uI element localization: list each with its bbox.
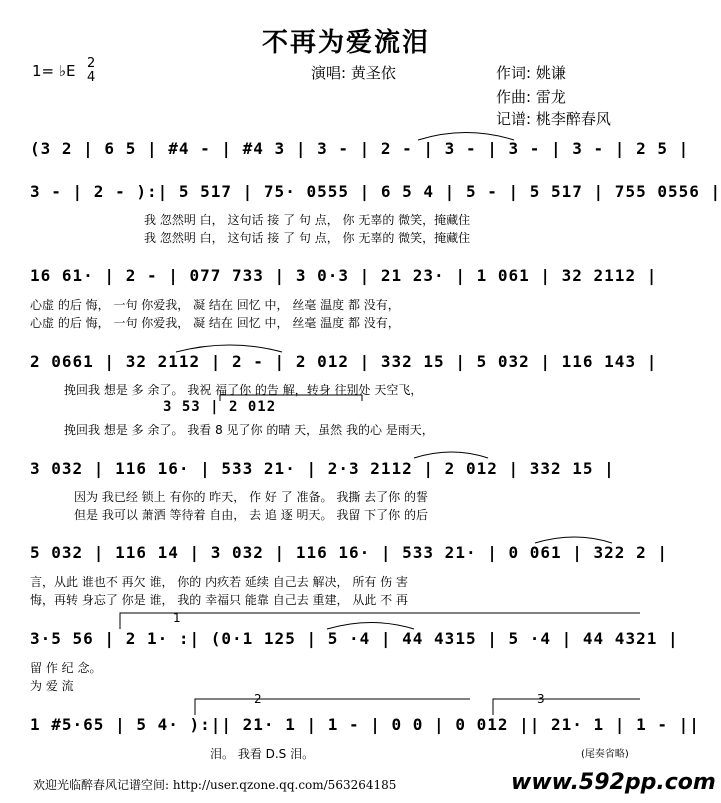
time-signature-bottom: 4 xyxy=(87,70,96,85)
score-row-5-lyrics-1: 言，从此 谁也不 再欠 谁， 你的 内疚若 延续 自己去 解决， 所有 伤 害 xyxy=(30,575,408,589)
score-row-2-lyrics-2: 心虚 的后 悔， 一句 你爱我， 凝 结在 回忆 中， 丝毫 温度 都 没有， xyxy=(30,316,400,330)
alt-melody-notes: 3 53 | 2 012 xyxy=(163,399,277,415)
score-row-4-notes: 3 032 | 116 16· | 533 21· | 2·3 2112 | 2 012 | 332 15 | xyxy=(30,459,615,478)
score-row-5-notes: 5 032 | 116 14 | 3 032 | 116 16· | 533 21· | 0 061 | 322 2 | xyxy=(30,543,668,562)
volta-2-label: 2 xyxy=(254,692,262,706)
time-signature-top: 2 xyxy=(87,56,96,71)
score-row-2-notes: 16 61· | 2 - | 077 733 | 3 0·3 | 21 23· | 1 061 | 32 2112 | xyxy=(30,266,658,285)
score-row-6-notes: 3·5 56 | 2 1· :| (0·1 125 | 5 ·4 | 44 4315 | 5 ·4 | 44 4321 | xyxy=(30,629,679,648)
score-row-3-lyrics-2: 挽回我 想是 多 余了。 我看 8 见了你 的晴 天，虽然 我的心 是雨天， xyxy=(64,423,434,437)
score-row-3-lyrics-1: 挽回我 想是 多 余了。 我祝 福了你 的告 解，转身 往别处 天空飞， xyxy=(64,383,423,397)
volta-3-bracket xyxy=(493,699,640,715)
transcriber-credit: 记谱: 桃李醉春风 xyxy=(496,110,611,128)
score-row-3-notes: 2 0661 | 32 2112 | 2 - | 2 012 | 332 15 | 5 032 | 116 143 | xyxy=(30,352,658,371)
page-title: 不再为爱流泪 xyxy=(262,28,431,58)
score-row-2-lyrics-1: 心虚 的后 悔， 一句 你爱我， 凝 结在 回忆 中， 丝毫 温度 都 没有， xyxy=(30,298,400,312)
score-row-1-lyrics-2: 我 忽然明 白， 这句话 接 了 句 点， 你 无辜的 微笑，掩藏住 xyxy=(144,231,471,245)
volta-1-label: 1 xyxy=(173,611,181,625)
volta-2-bracket xyxy=(195,699,470,715)
score-row-1-notes: 3 - | 2 - ):| 5 517 | 75· 0555 | 6 5 4 | 5 - | 5 517 | 755 0556 | xyxy=(30,182,721,201)
tail-omitted-note: (尾奏省略) xyxy=(581,749,629,760)
score-row-1-lyrics-1: 我 忽然明 白， 这句话 接 了 句 点， 你 无辜的 微笑，掩藏住 xyxy=(144,213,471,227)
composer-credit: 作曲: 雷龙 xyxy=(496,88,566,106)
tie-row4 xyxy=(414,452,488,458)
lyricist-credit: 作词: 姚谦 xyxy=(496,64,566,82)
score-row-6-lyrics-2: 为 爱 流 xyxy=(30,679,74,693)
key-signature: 1= ♭E xyxy=(32,62,76,80)
tie-row3 xyxy=(176,345,282,352)
footer-text: 欢迎光临醉春风记谱空间: http://user.qzone.qq.com/563264185 xyxy=(33,778,397,792)
score-row-4-lyrics-1: 因为 我已经 锁上 有你的 昨天， 作 好 了 准备。 我撕 去了你 的誓 xyxy=(74,490,428,504)
score-row-6-lyrics-1: 留 作 纪 念。 xyxy=(30,661,102,675)
score-row-7-lyrics-1: 泪。 我看 D.S 泪。 xyxy=(210,747,315,761)
singer-credit: 演唱: 黄圣依 xyxy=(311,64,396,82)
volta-1-bracket xyxy=(120,613,640,629)
score-row-5-lyrics-2: 悔，再转 身忘了 你是 谁， 我的 幸福只 能靠 自己去 重建， 从此 不 再 xyxy=(30,593,408,607)
volta-3-label: 3 xyxy=(537,692,545,706)
score-row-7-notes: 1 #5·65 | 5 4· ):|| 21· 1 | 1 - | 0 0 | 0 012 || 21· 1 | 1 - || xyxy=(30,715,700,734)
intro-notes: (3 2 | 6 5 | #4 - | #4 3 | 3 - | 2 - | 3 - | 3 - | 3 - | 2 5 | xyxy=(30,139,690,158)
brand-watermark: www.592pp.com xyxy=(511,770,716,795)
score-row-4-lyrics-2: 但是 我可以 萧洒 等待着 自由， 去 追 逐 明天。 我留 下了你 的后 xyxy=(74,508,428,522)
